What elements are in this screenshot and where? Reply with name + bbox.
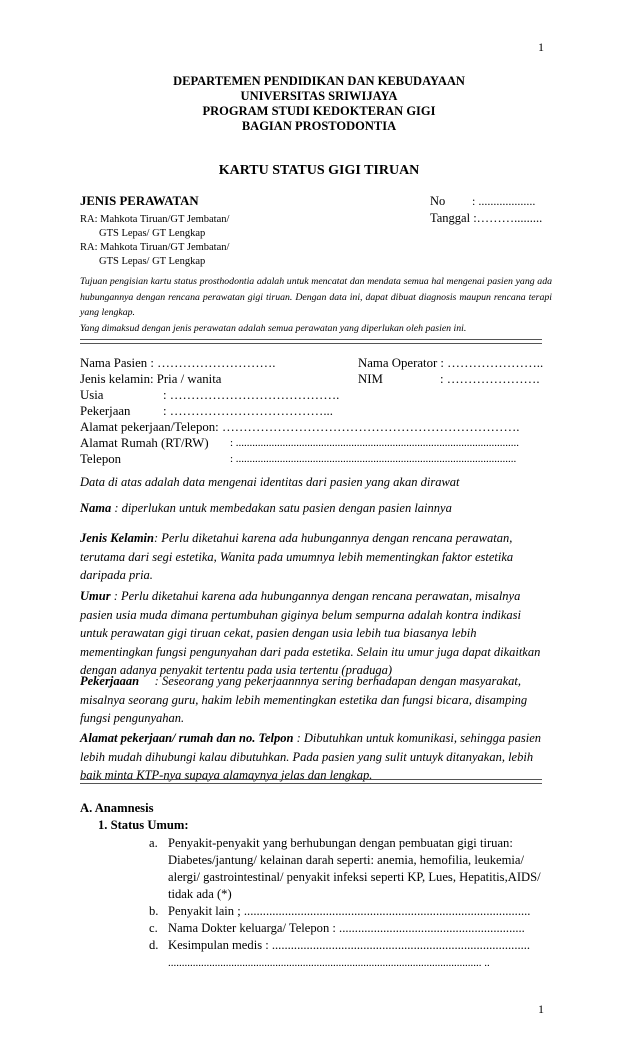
- item-c-field: Nama Dokter keluarga/ Telepon : ...........................................................: [168, 921, 525, 935]
- item-a-line-4: tidak ada (*): [168, 887, 232, 901]
- nim-label: NIM: [358, 372, 383, 386]
- alamat-term: Alamat pekerjaan/ rumah dan no. Telpon: [80, 731, 294, 745]
- ra-line-2b: GTS Lepas/ GT Lengkap: [99, 256, 206, 267]
- page-number-bottom: 1: [538, 1002, 544, 1016]
- item-b-field: Penyakit lain ; ...........................................................................................: [168, 904, 531, 918]
- data-intro-note: Data di atas adalah data mengenai identitas dari pasien yang akan dirawat: [80, 475, 460, 489]
- telepon-label: Telepon: [80, 452, 122, 466]
- alamat-rumah-label: Alamat Rumah (RT/RW): [80, 436, 209, 450]
- nama-pasien-field: Nama Pasien : ……………………….: [80, 356, 276, 370]
- divider-2: [80, 779, 542, 784]
- nama-desc: : diperlukan untuk membedakan satu pasien dengan pasien lainnya: [111, 501, 452, 515]
- umur-note: [80, 587, 550, 680]
- anamnesis-heading: A. Anamnesis: [80, 801, 154, 815]
- alamat-rumah-field: : .......................................................................................................: [230, 437, 520, 449]
- item-d-marker: d.: [149, 938, 159, 952]
- nama-note: [80, 499, 550, 518]
- pekerjaan-term: Pekerjaaan: [80, 674, 140, 688]
- ra-line-2: RA: Mahkota Tiruan/GT Jembatan/: [80, 242, 230, 253]
- page-number-top: 1: [538, 40, 544, 54]
- usia-label: Usia: [80, 388, 104, 402]
- tanggal-field: Tanggal :……….........: [430, 211, 543, 225]
- jk-desc: : Perlu diketahui karena ada hubungannya dengan rencana perawatan, terutama dari segi estetika, Wanita pada umumnya lebih mementingkan faktor estetika daripada pria.: [80, 531, 514, 582]
- item-a-line-3: alergi/ gastrointestinal/ penyakit infeksi seperti KP, Lues, Hepatitis,AIDS/: [168, 870, 541, 884]
- dimaksud-line: Yang dimaksud dengan jenis perawatan adalah semua perawatan yang diperlukan oleh pasien ini.: [80, 323, 467, 334]
- ra-line-1: RA: Mahkota Tiruan/GT Jembatan/: [80, 214, 230, 225]
- pekerjaan-desc: : Seseorang yang pekerjaannnya sering berhadapan dengan masyarakat, misalnya seorang guru, hakim lebih mementingkan estetika dan fungsi bicara, disamping fungsi pengunyahan.: [80, 674, 531, 725]
- alamat-desc: : Dibutuhkan untuk komunikasi, sehingga pasien lebih mudah dihubungi kalau dibutuhkan. Pada pasien yang sulit untuyk ditanyakan, lebih baik minta KTP-nya supaya alamaynya jelas dan lengkap.: [80, 731, 542, 782]
- pekerjaan-field: : ………………………………...: [163, 404, 333, 418]
- item-a-line-1: Penyakit-penyakit yang berhubungan dengan pembuatan gigi tiruan:: [168, 836, 513, 850]
- telepon-field: : ......................................................................................................: [230, 453, 517, 465]
- header-university: UNIVERSITAS SRIWIJAYA: [240, 89, 398, 103]
- pekerjaan-label: Pekerjaan: [80, 404, 131, 418]
- item-d-field: Kesimpulan medis : ..................................................................................: [168, 938, 531, 952]
- umur-term: Umur: [80, 589, 111, 603]
- nama-term: Nama: [80, 501, 112, 515]
- alamat-note: [80, 729, 550, 785]
- jenis-perawatan-label: JENIS PERAWATAN: [80, 194, 199, 208]
- status-umum-heading: 1. Status Umum:: [98, 818, 189, 832]
- umur-desc: : Perlu diketahui karena ada hubungannya dengan rencana perawatan, misalnya pasien usia muda dimana pertumbuhan giginya belum sempurna adalah kontra indikasi untuk perawatan gigi tiruan cekat, pasien dengan usia lebih tua biasanya lebih mementingkan fungsi pengunyahan dari pada estetika. Selain itu umur juga dapat dikaitkan dengan adanya penyakit tertentu pada usia tertentu (praduga): [80, 589, 541, 677]
- pekerjaan-note: [80, 672, 550, 728]
- header-department: DEPARTEMEN PENDIDIKAN DAN KEBUDAYAAN: [173, 74, 465, 88]
- item-a-line-2: Diabetes/jantung/ kelainan darah seperti: anemia, hemofilia, leukemia/: [168, 853, 524, 867]
- item-d-continuation: .................................................................................................................. ..: [168, 957, 490, 969]
- no-label: No: [430, 194, 446, 208]
- tujuan-paragraph: Tujuan pengisian kartu status prosthodontia adalah untuk mencatat dan mendata semua hal mengenai pasien yang ada hubungannya dengan rencana perawatan gigi tiruan. Dengan data ini, dapat dibuat diagnosis maupun rencana terapi yang lengkap.: [80, 276, 552, 318]
- header-program: PROGRAM STUDI KEDOKTERAN GIGI: [202, 104, 436, 118]
- document-title: KARTU STATUS GIGI TIRUAN: [218, 163, 420, 178]
- divider-1: [80, 339, 542, 344]
- usia-field: : ………………………………….: [163, 388, 340, 402]
- ra-line-1b: GTS Lepas/ GT Lengkap: [99, 228, 206, 239]
- item-a-marker: a.: [149, 836, 158, 850]
- item-c-marker: c.: [149, 921, 158, 935]
- no-field: : ...................: [472, 194, 536, 208]
- nim-field: : ………………….: [440, 372, 540, 386]
- item-b-marker: b.: [149, 904, 159, 918]
- jenis-kelamin-field: Jenis kelamin: Pria / wanita: [80, 372, 222, 386]
- nama-operator-field: Nama Operator : …………………..: [358, 356, 544, 370]
- header-division: BAGIAN PROSTODONTIA: [241, 119, 397, 133]
- jk-term: Jenis Kelamin: [80, 531, 154, 545]
- alamat-pekerjaan-field: Alamat pekerjaan/Telepon: …………………………………………………………….: [80, 420, 520, 434]
- jenis-kelamin-note: [80, 529, 550, 585]
